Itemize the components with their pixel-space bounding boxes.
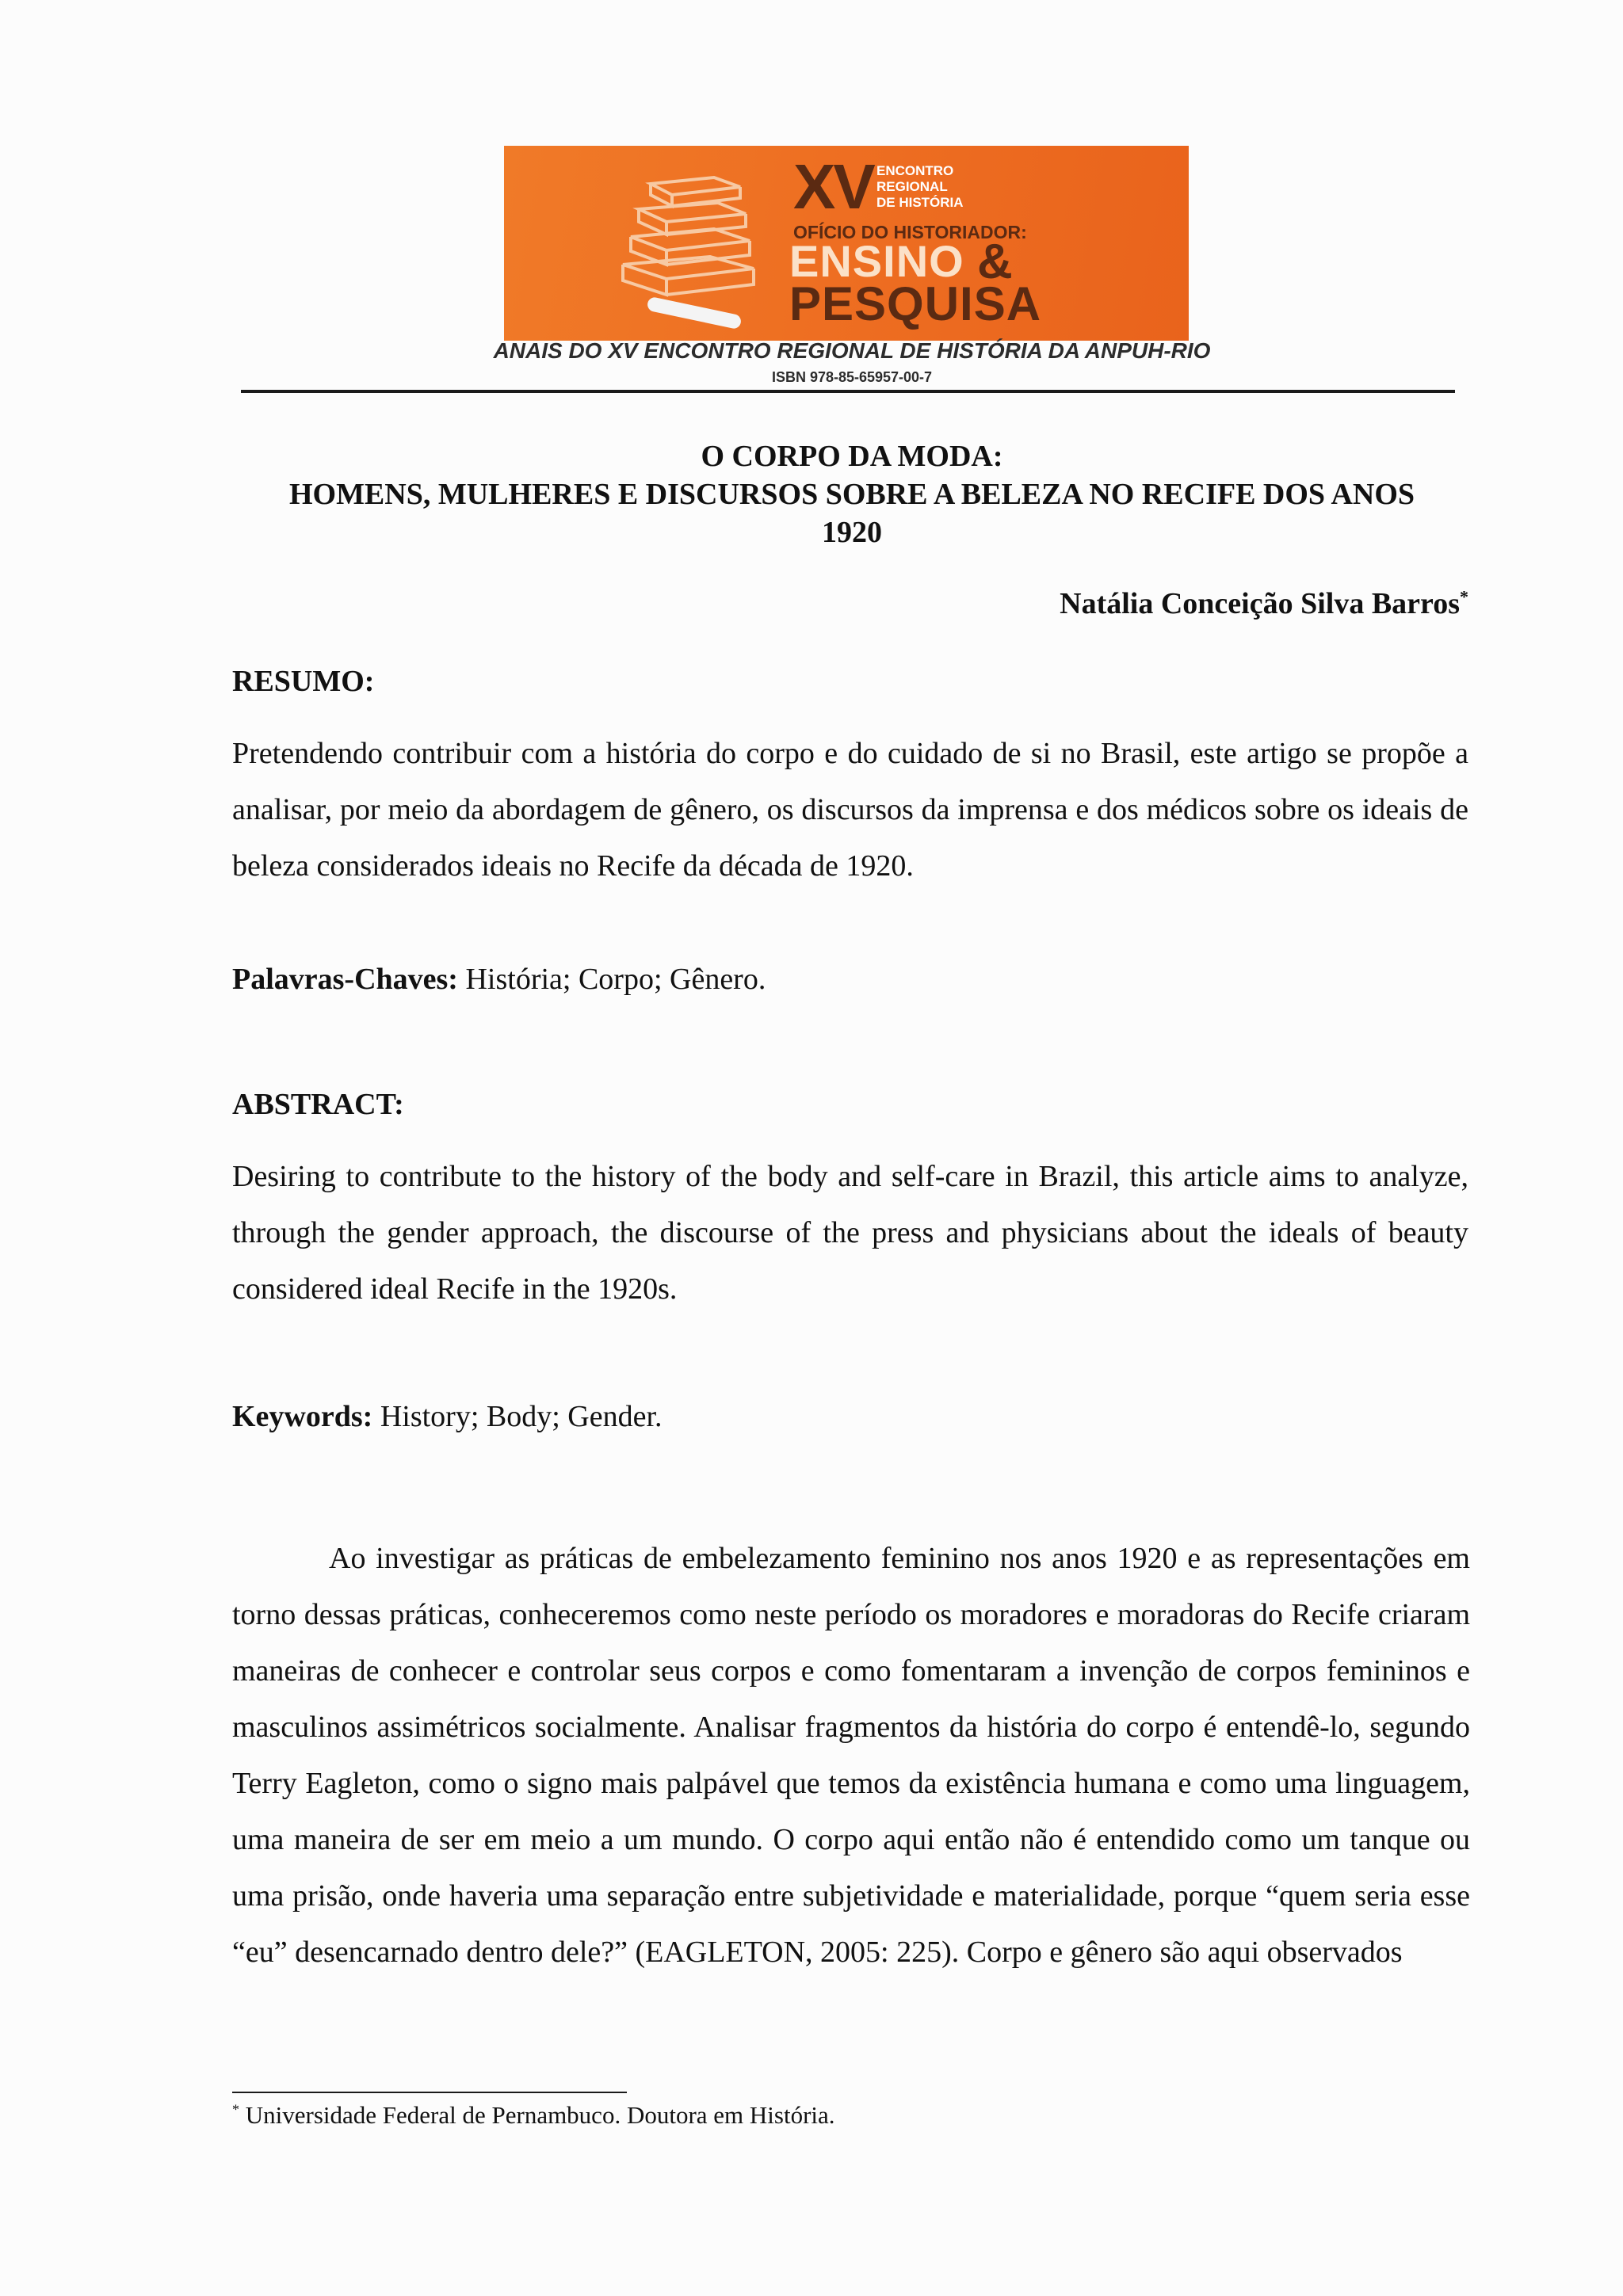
resumo-heading: RESUMO: [232, 665, 375, 698]
event-banner [504, 146, 1189, 341]
resumo-keywords-label: Palavras-Chaves: [232, 963, 458, 996]
resumo-text: Pretendendo contribuir com a história do corpo e do cuidado de si no Brasil, este artigo se propõe a analisar, por meio da abordagem de gênero, os discursos da imprensa e dos médicos sobre os ideais de beleza considerados ideais no Recife da década de 1920. [232, 737, 1468, 883]
banner-event-line: ENCONTRO [876, 163, 954, 178]
banner-numeral: XV [793, 151, 873, 222]
abstract-keywords-value: History; Body; Gender. [380, 1400, 663, 1433]
isbn-label: ISBN 978-85-65957-00-7 [771, 369, 933, 385]
paper-title-line-3: 1920 [822, 516, 882, 549]
banner-event-line: DE HISTÓRIA [876, 195, 964, 210]
paper-title-line-1: O CORPO DA MODA: [701, 440, 1003, 473]
banner-event-line: REGIONAL [876, 179, 948, 194]
body-paragraph: Ao investigar as práticas de embelezamento feminino nos anos 1920 e as representações em torno dessas práticas, conheceremos como neste período os moradores e moradoras do Recife criaram maneiras de conhecer e controlar seus corpos e como fomentaram a invenção de corpos femininos e masculinos assimétricos socialmente. Analisar fragmentos da história do corpo é entendê-lo, segundo Terry Eagleton, como o signo mais palpável que temos da existência humana e como uma linguagem, uma maneira de ser em meio a um mundo. O corpo aqui então não é entendido como um tanque ou uma prisão, onde haveria uma separação entre subjetividade e materialidade, porque “quem seria esse “eu” desencarnado dentro dele?” (EAGLETON, 2005: 225). Corpo e gênero são aqui observados [232, 1542, 1470, 1969]
abstract-keywords-label: Keywords: [232, 1400, 373, 1433]
banner-word-ensino: ENSINO [789, 236, 964, 286]
abstract-heading: ABSTRACT: [232, 1088, 404, 1121]
proceedings-title: ANAIS DO XV ENCONTRO REGIONAL DE HISTÓRIA DA ANPUH-RIO [493, 338, 1211, 363]
author-name-text: Natália Conceição Silva Barros [1060, 587, 1460, 620]
banner-event-lines [876, 163, 1051, 211]
footnote-divider [232, 2092, 627, 2093]
books-illustration-icon [615, 162, 766, 332]
footnote-text: Universidade Federal de Pernambuco. Doutora em História. [245, 2101, 835, 2129]
resumo-keywords [232, 962, 766, 997]
footnote-mark: * [232, 2101, 239, 2118]
paper-title-line-2: HOMENS, MULHERES E DISCURSOS SOBRE A BELEZA NO RECIFE DOS ANOS [288, 478, 1415, 511]
author-footnote-mark: * [1460, 586, 1468, 607]
banner-word-pesquisa: PESQUISA [789, 277, 1042, 330]
header-divider [241, 390, 1455, 393]
abstract-text: Desiring to contribute to the history of the body and self-care in Brazil, this article aims to analyze, through the gender approach, the discourse of the press and physicians about the ideals of beauty considered ideal Recife in the 1920s. [232, 1160, 1468, 1306]
abstract-keywords [232, 1399, 663, 1434]
author-name [1060, 586, 1468, 621]
banner-subtitle: OFÍCIO DO HISTORIADOR: [793, 222, 1027, 242]
footnote [232, 2101, 835, 2130]
banner-ampersand: & [977, 235, 1013, 289]
resumo-keywords-value: História; Corpo; Gênero. [465, 963, 766, 996]
